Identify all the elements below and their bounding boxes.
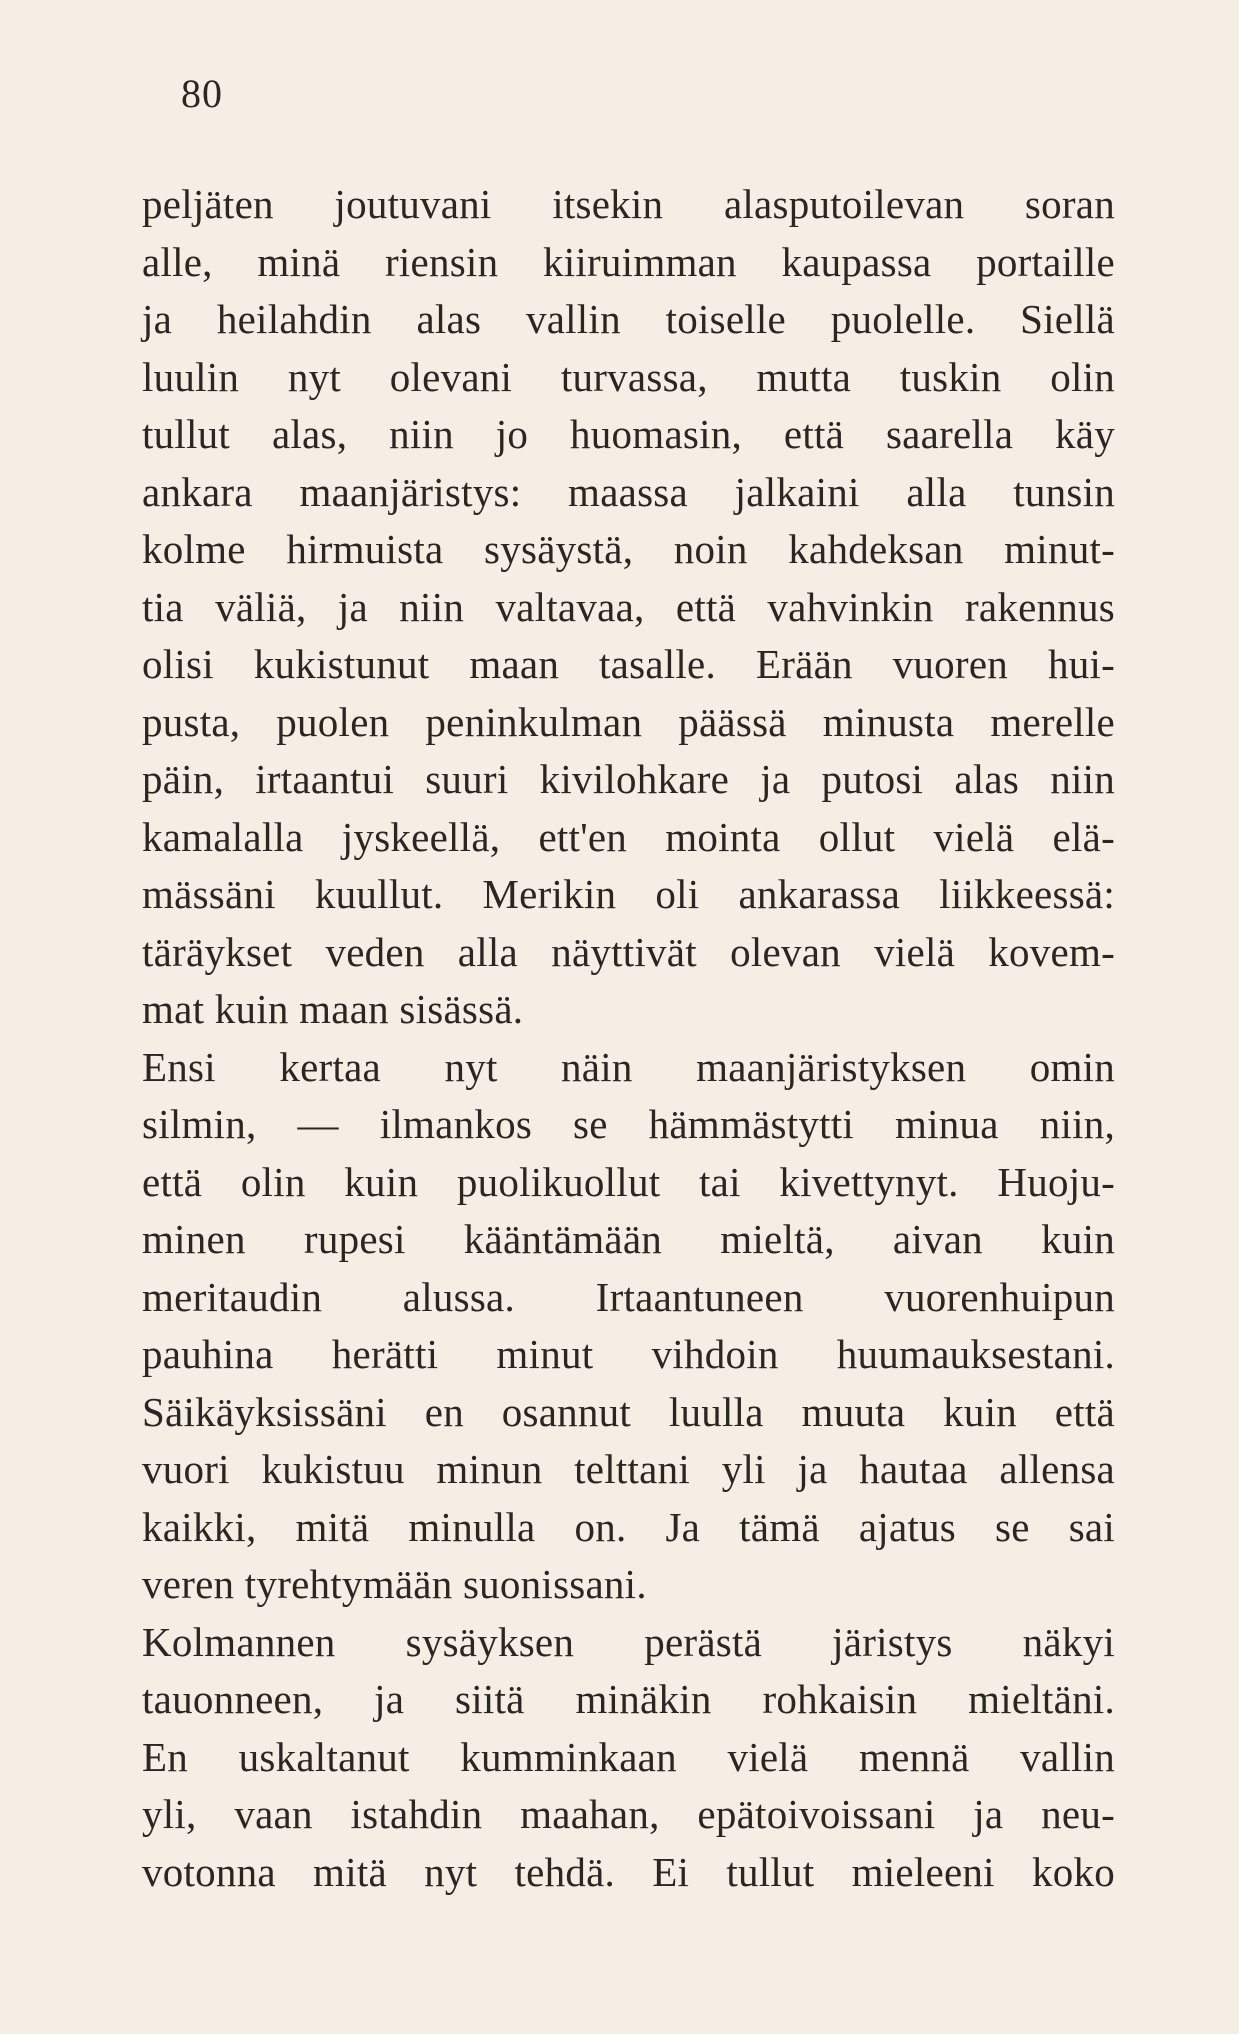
text-line: minen rupesi kääntämään mieltä, aivan kuin [142, 1216, 1115, 1262]
text-line: kaikki, mitä minulla on. Ja tämä ajatus se sai [142, 1503, 1115, 1550]
text-line: pauhina herätti minut vihdoin huumauksestani. [142, 1331, 1115, 1377]
text-line: täräykset veden alla näyttivät olevan vielä kovem- [142, 928, 1115, 975]
text-line: pusta, puolen peninkulman päässä minusta merelle [142, 698, 1115, 745]
page-number: 80 [181, 71, 223, 116]
text-line: päin, irtaantui suuri kivilohkare ja putosi alas niin [142, 756, 1115, 802]
text-line: alle, minä riensin kiiruimman kaupassa portaille [142, 238, 1115, 285]
text-line: En uskaltanut kumminkaan vielä mennä vallin [142, 1733, 1115, 1780]
text-line: että olin kuin puolikuollut tai kivettynyt. Huoju- [142, 1158, 1115, 1205]
text-line: tauonneen, ja siitä minäkin rohkaisin mieltäni. [142, 1676, 1115, 1722]
text-line: luulin nyt olevani turvassa, mutta tuskin olin [142, 353, 1115, 400]
text-line: mässäni kuullut. Merikin oli ankarassa liikkeessä: [142, 871, 1115, 917]
text-line: vuori kukistuu minun telttani yli ja hautaa allensa [142, 1446, 1115, 1492]
text-line: Kolmannen sysäyksen perästä järistys näkyi [142, 1618, 1115, 1665]
text-line: votonna mitä nyt tehdä. Ei tullut mieleeni koko [142, 1848, 1115, 1895]
text-line: yli, vaan istahdin maahan, epätoivoissani ja neu- [142, 1791, 1115, 1837]
text-line: mat kuin maan sisässä. [142, 986, 524, 1032]
text-line: tullut alas, niin jo huomasin, että saarella käy [142, 411, 1115, 457]
text-line: kolme hirmuista sysäystä, noin kahdeksan minut- [142, 526, 1115, 572]
text-line: Ensi kertaa nyt näin maanjäristyksen omin [142, 1043, 1115, 1090]
text-line: olisi kukistunut maan tasalle. Erään vuoren hui- [142, 641, 1115, 687]
text-line: ankara maanjäristys: maassa jalkaini alla tunsin [142, 468, 1115, 515]
text-line: ja heilahdin alas vallin toiselle puolelle. Siellä [142, 296, 1115, 342]
text-line: tia väliä, ja niin valtavaa, että vahvinkin rakennus [142, 583, 1115, 630]
text-line: peljäten joutuvani itsekin alasputoilevan soran [142, 181, 1115, 227]
text-line: meritaudin alussa. Irtaantuneen vuorenhuipun [142, 1273, 1115, 1320]
text-line: veren tyrehtymään suonissani. [142, 1561, 647, 1607]
text-line: Säikäyksissäni en osannut luulla muuta kuin että [142, 1388, 1115, 1435]
body-text [142, 176, 1115, 1901]
text-line: silmin, — ilmankos se hämmästytti minua niin, [142, 1101, 1115, 1147]
text-line: kamalalla jyskeellä, ett'en mointa ollut vielä elä- [142, 813, 1115, 860]
